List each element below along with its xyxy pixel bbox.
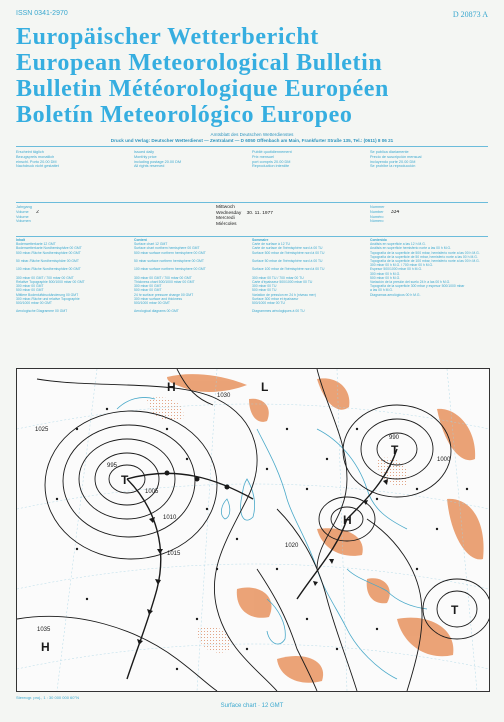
isobar-label: 995 xyxy=(107,463,118,469)
contents-item: 500 mbar surface northern hemisphere 00 GMT xyxy=(134,250,206,255)
weekday-label: Wednesday 30. 11. 1977 xyxy=(216,210,273,216)
title-french: Bulletin Météorologique Européen xyxy=(16,76,389,102)
contents-item: 500/1000 mbar 00 TU xyxy=(252,301,285,306)
isobar-label: 1030 xyxy=(217,393,231,399)
divider xyxy=(16,236,488,237)
contents-item: Aerological diagrams 00 GMT xyxy=(134,309,179,314)
isobar-label: 1015 xyxy=(167,551,181,557)
pressure-system-low: T xyxy=(121,473,129,487)
contents-item: Variación de la presión del suelo 24 h a las 00 h M.G. xyxy=(370,280,451,285)
contents-item: a las 00 h M.G. xyxy=(370,288,393,293)
info-text: incluyendo porte 20.00 DM xyxy=(370,159,416,164)
contents-item: 300 mbar 00 TU / 700 mbar 00 TU xyxy=(252,275,304,280)
header-bar xyxy=(16,10,488,22)
contents-heading: Sommaire xyxy=(252,238,269,242)
info-text: Precio de suscripción mensual xyxy=(370,154,422,159)
info-text: Erscheint täglich xyxy=(16,150,44,154)
volume-block xyxy=(16,205,126,224)
title-english: European Meteorological Bulletin xyxy=(16,50,383,76)
contents-item: Variation de pression en 24 h (niveau mer) xyxy=(252,292,316,297)
isobar-label: 1020 xyxy=(285,543,299,549)
isobar-label: 1025 xyxy=(35,427,49,433)
contents-item: Diagramas aerológicos 00 h M.G. xyxy=(370,292,421,297)
weekday-block xyxy=(216,205,273,227)
info-text: Reproduction interdite xyxy=(252,164,290,169)
info-text: Nachdruck nicht gestattet xyxy=(16,164,59,169)
contents-item: Relative Topographie 500/1000 mbar 00 GMT xyxy=(16,280,85,285)
contents-item: 300 mbar 00 h M.G. xyxy=(370,271,401,276)
contents-column-es xyxy=(370,238,486,297)
terrain-dots xyxy=(147,397,408,653)
contents-item: 300 mbar 00 GMT / 700 mbar 00 GMT xyxy=(16,275,74,280)
contents-item: Surface chart northern hemisphere 00 GMT xyxy=(134,246,200,251)
contents-item: 500 mbar 00 TU xyxy=(252,288,277,293)
contents-item: 500/1000 mbar 00 GMT xyxy=(16,301,52,306)
info-text: einschl. Porto 20.00 DM xyxy=(16,159,57,164)
contents-item: Bodenwetterkarte 12 GMT xyxy=(16,242,56,247)
contents-item: Aerologische Diagramme 00 GMT xyxy=(16,309,68,314)
contents-item: 300 mbar-Fläche und relative Topographie xyxy=(16,296,80,301)
isobar-label: 1000 xyxy=(437,457,451,463)
contents-item: Topografía de la superficie de 500 mbar, hemisferio norte a las 00 h M.G. xyxy=(370,250,480,255)
contents-item: 500 mbar-Fläche Nordhemisphäre 00 GMT xyxy=(16,250,81,255)
isobar-label: 1010 xyxy=(163,515,177,521)
title-spanish: Boletín Meteorológico Europeo xyxy=(16,102,353,128)
divider xyxy=(16,146,488,147)
pressure-system-high: H xyxy=(41,640,50,654)
pressure-system-low: T xyxy=(451,603,459,617)
issue-info xyxy=(16,205,488,235)
pressure-system-low: T xyxy=(391,443,399,457)
front-symbols xyxy=(137,471,388,646)
contents-heading: Content xyxy=(134,238,147,242)
map-caption: Surface chart · 12 GMT xyxy=(220,703,284,709)
title-block xyxy=(16,24,488,128)
isobar-label: 1035 xyxy=(37,627,51,633)
number-label: Nummer xyxy=(370,205,385,209)
contents-item: Surface 500 mbar de l'hémisphère nord à 00 TU xyxy=(252,250,325,255)
contents-item: 100 mbar-Fläche Nordhemisphäre 00 GMT xyxy=(16,267,81,272)
weekday-label: Mercredi xyxy=(216,216,235,222)
contents-heading: Inhalt xyxy=(16,238,26,242)
contents-item: Carte de surface de l'hémisphère nord à 00 TU xyxy=(252,246,323,251)
pressure-system-high: H xyxy=(343,513,352,527)
contents-item: 500 mbar 00 GMT xyxy=(16,288,44,293)
subscription-info xyxy=(16,150,488,200)
info-text: All rights reserved xyxy=(134,164,165,169)
contents-item: 300 mbar 00 GMT / 700 mbar 00 GMT xyxy=(134,275,192,280)
contents-item: Carte de surface à 12 TU xyxy=(252,242,291,247)
number-label: Número xyxy=(370,219,384,224)
publisher-line-1: Amtsblatt des Deutschen Wetterdienstes xyxy=(210,132,294,137)
weekday-label: Mittwoch xyxy=(216,205,235,210)
pressure-system-low: L xyxy=(261,380,269,394)
info-text: Publié quotidiennement xyxy=(252,150,292,154)
info-column-de xyxy=(16,150,132,169)
projection-note: Stereogr. proj., 1 : 30 000 000 60°N xyxy=(16,695,79,700)
issn-number: ISSN 0341-2970 xyxy=(16,10,68,17)
number-label: Number 334 xyxy=(370,209,400,215)
contents-item: Espesor 500/1000 mbar 00 h M.G. xyxy=(370,267,423,272)
contents-column-en xyxy=(134,238,250,314)
title-german: Europäischer Wetterbericht xyxy=(16,24,319,50)
publisher-line-2: Druck und Verlag: Deutscher Wetterdienst — Zentralamt — D 6050 Offenbach am Main, Frankfurter Straße 135, Tel.: (0611) 8 06 21 xyxy=(110,138,394,143)
divider xyxy=(16,202,488,203)
contents-item: Análisis en superficie a las 12 h M.G. xyxy=(370,242,426,247)
contents-item: Surface 50 mbar de l'hémisphère nord à 00 TU xyxy=(252,259,323,264)
pressure-system-high: H xyxy=(167,380,176,394)
contents-item: Bodenwetterkarte Nordhemisphäre 00 GMT xyxy=(16,246,82,251)
info-column-fr xyxy=(252,150,368,169)
info-text: Se prohibe la reproducción xyxy=(370,164,416,169)
contents-item: 300 mbar surface and thickness xyxy=(134,296,183,301)
postal-code: D 20873 A xyxy=(452,10,488,19)
info-text: Prix mensuel xyxy=(252,154,274,159)
info-text: Issued daily xyxy=(134,150,155,154)
contents-item: Topografía de la superficie de 50 mbar, hemisferio norte a las 00 h M.G. xyxy=(370,254,478,259)
weekday-label: Miércoles xyxy=(216,221,237,227)
isobar-label: 990 xyxy=(389,435,400,441)
surface-weather-map xyxy=(16,368,490,692)
info-text: Bezugspreis monatlich xyxy=(16,154,55,159)
contents-item: 50 mbar-Fläche Nordhemisphäre 00 GMT xyxy=(16,259,79,264)
info-text: Monthly price xyxy=(134,154,157,159)
contents-item: 24 hr surface pressure change 00 GMT xyxy=(134,292,194,297)
contents-column-fr xyxy=(252,238,368,314)
contents-item: 50 mbar surface northern hemisphere 00 GMT xyxy=(134,259,204,264)
contents-item: Mittlere Bodenluftdruckänderung 00 GMT xyxy=(16,292,79,297)
contents-item: 500 mbar 00 GMT xyxy=(134,288,162,293)
info-text: including postage 20.00 DM xyxy=(134,159,182,164)
contents-item: 500/1000 mbar 00 GMT xyxy=(134,301,170,306)
info-column-es xyxy=(370,150,486,169)
issue-date: 30. 11. 1977 xyxy=(246,210,273,216)
contents-item: Thickness chart 500/1000 mbar 00 GMT xyxy=(134,280,195,285)
contents-item: 500 mbar 00 h M.G. xyxy=(370,275,401,280)
volume-label: Volume xyxy=(16,214,29,219)
contents-item: Surface 100 mbar de l'hémisphère nord à 00 TU xyxy=(252,267,325,272)
number-label: Numéro xyxy=(370,214,384,219)
contents-item: Topografía de la superficie 300 mbar y espesor 500/1000 mbar xyxy=(370,284,465,289)
info-text: Se publica diariamente xyxy=(370,150,409,154)
contents-item: Carte d'épaisseur 500/1000 mbar 00 TU xyxy=(252,280,313,285)
contents-item: 300 mbar 00 GMT xyxy=(16,284,44,289)
info-column-en xyxy=(134,150,250,169)
contents-item: 300 mbar 00 h M.G. / 700 mbar 00 h M.G. xyxy=(370,263,434,268)
info-text: port compris 20.00 DM xyxy=(252,159,291,164)
publisher-block xyxy=(0,132,504,144)
volume-label: Jahrgang xyxy=(16,205,32,209)
issue-number: 334 xyxy=(390,209,400,215)
contents-item: 300 mbar 00 GMT xyxy=(134,284,162,289)
number-block xyxy=(370,205,480,224)
contents-item: Topografía de la superficie de 100 mbar, hemisferio norte a las 00 h M.G. xyxy=(370,259,480,264)
contents-item: Análisis en superficie hemisferio norte a las 00 h M.G. xyxy=(370,246,452,251)
volume-label: Volumen xyxy=(16,219,31,224)
volume-label: Volume 2 xyxy=(16,209,39,215)
weather-map-svg xyxy=(17,369,489,691)
contents-item: Diagrammes aérologiques à 00 TU xyxy=(252,309,305,314)
contents-item: 100 mbar surface northern hemisphere 00 GMT xyxy=(134,267,206,272)
volume-value: 2 xyxy=(36,209,39,215)
contents-item: Surface 300 mbar et épaisseur xyxy=(252,296,299,301)
contents-item: Surface chart 12 GMT xyxy=(134,242,168,247)
contents-column-de xyxy=(16,238,132,314)
isobar-label: 1005 xyxy=(145,489,159,495)
contents-item: 300 mbar 00 TU xyxy=(252,284,277,289)
contents-heading: Contenido xyxy=(370,238,387,242)
